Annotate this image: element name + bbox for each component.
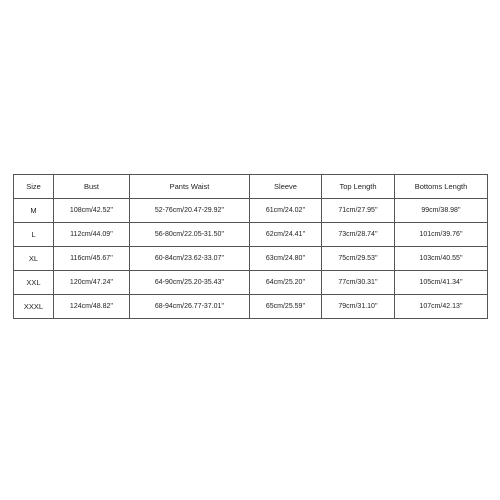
pants-waist-cell: 56-80cm/22.05-31.50'': [130, 223, 250, 247]
size-cell: L: [14, 223, 54, 247]
size-chart-table: [13, 174, 488, 319]
bottoms-length-cell: 107cm/42.13'': [395, 295, 488, 319]
bust-cell: 120cm/47.24'': [54, 271, 130, 295]
sleeve-cell: 64cm/25.20'': [250, 271, 322, 295]
bust-cell: 116cm/45.67'': [54, 247, 130, 271]
table-header-row: [14, 175, 488, 199]
size-cell: XL: [14, 247, 54, 271]
header-top-length: Top Length: [322, 175, 395, 199]
table-row: [14, 295, 488, 319]
table-row: [14, 223, 488, 247]
table-row: [14, 247, 488, 271]
pants-waist-cell: 52-76cm/20.47-29.92'': [130, 199, 250, 223]
bottoms-length-cell: 105cm/41.34'': [395, 271, 488, 295]
bottoms-length-cell: 103cm/40.55'': [395, 247, 488, 271]
sleeve-cell: 61cm/24.02'': [250, 199, 322, 223]
size-cell: XXL: [14, 271, 54, 295]
header-size: Size: [14, 175, 54, 199]
sleeve-cell: 62cm/24.41'': [250, 223, 322, 247]
pants-waist-cell: 68-94cm/26.77-37.01'': [130, 295, 250, 319]
table-row: [14, 271, 488, 295]
bust-cell: 112cm/44.09'': [54, 223, 130, 247]
bottoms-length-cell: 99cm/38.98'': [395, 199, 488, 223]
header-sleeve: Sleeve: [250, 175, 322, 199]
pants-waist-cell: 64-90cm/25.20-35.43'': [130, 271, 250, 295]
top-length-cell: 75cm/29.53'': [322, 247, 395, 271]
header-bottoms-length: Bottoms Length: [395, 175, 488, 199]
table-row: [14, 199, 488, 223]
header-pants-waist: Pants Waist: [130, 175, 250, 199]
top-length-cell: 71cm/27.95'': [322, 199, 395, 223]
top-length-cell: 77cm/30.31'': [322, 271, 395, 295]
size-cell: XXXL: [14, 295, 54, 319]
sleeve-cell: 63cm/24.80'': [250, 247, 322, 271]
pants-waist-cell: 60-84cm/23.62-33.07'': [130, 247, 250, 271]
top-length-cell: 79cm/31.10'': [322, 295, 395, 319]
sleeve-cell: 65cm/25.59'': [250, 295, 322, 319]
bust-cell: 108cm/42.52'': [54, 199, 130, 223]
bust-cell: 124cm/48.82'': [54, 295, 130, 319]
size-cell: M: [14, 199, 54, 223]
header-bust: Bust: [54, 175, 130, 199]
top-length-cell: 73cm/28.74'': [322, 223, 395, 247]
bottoms-length-cell: 101cm/39.76'': [395, 223, 488, 247]
